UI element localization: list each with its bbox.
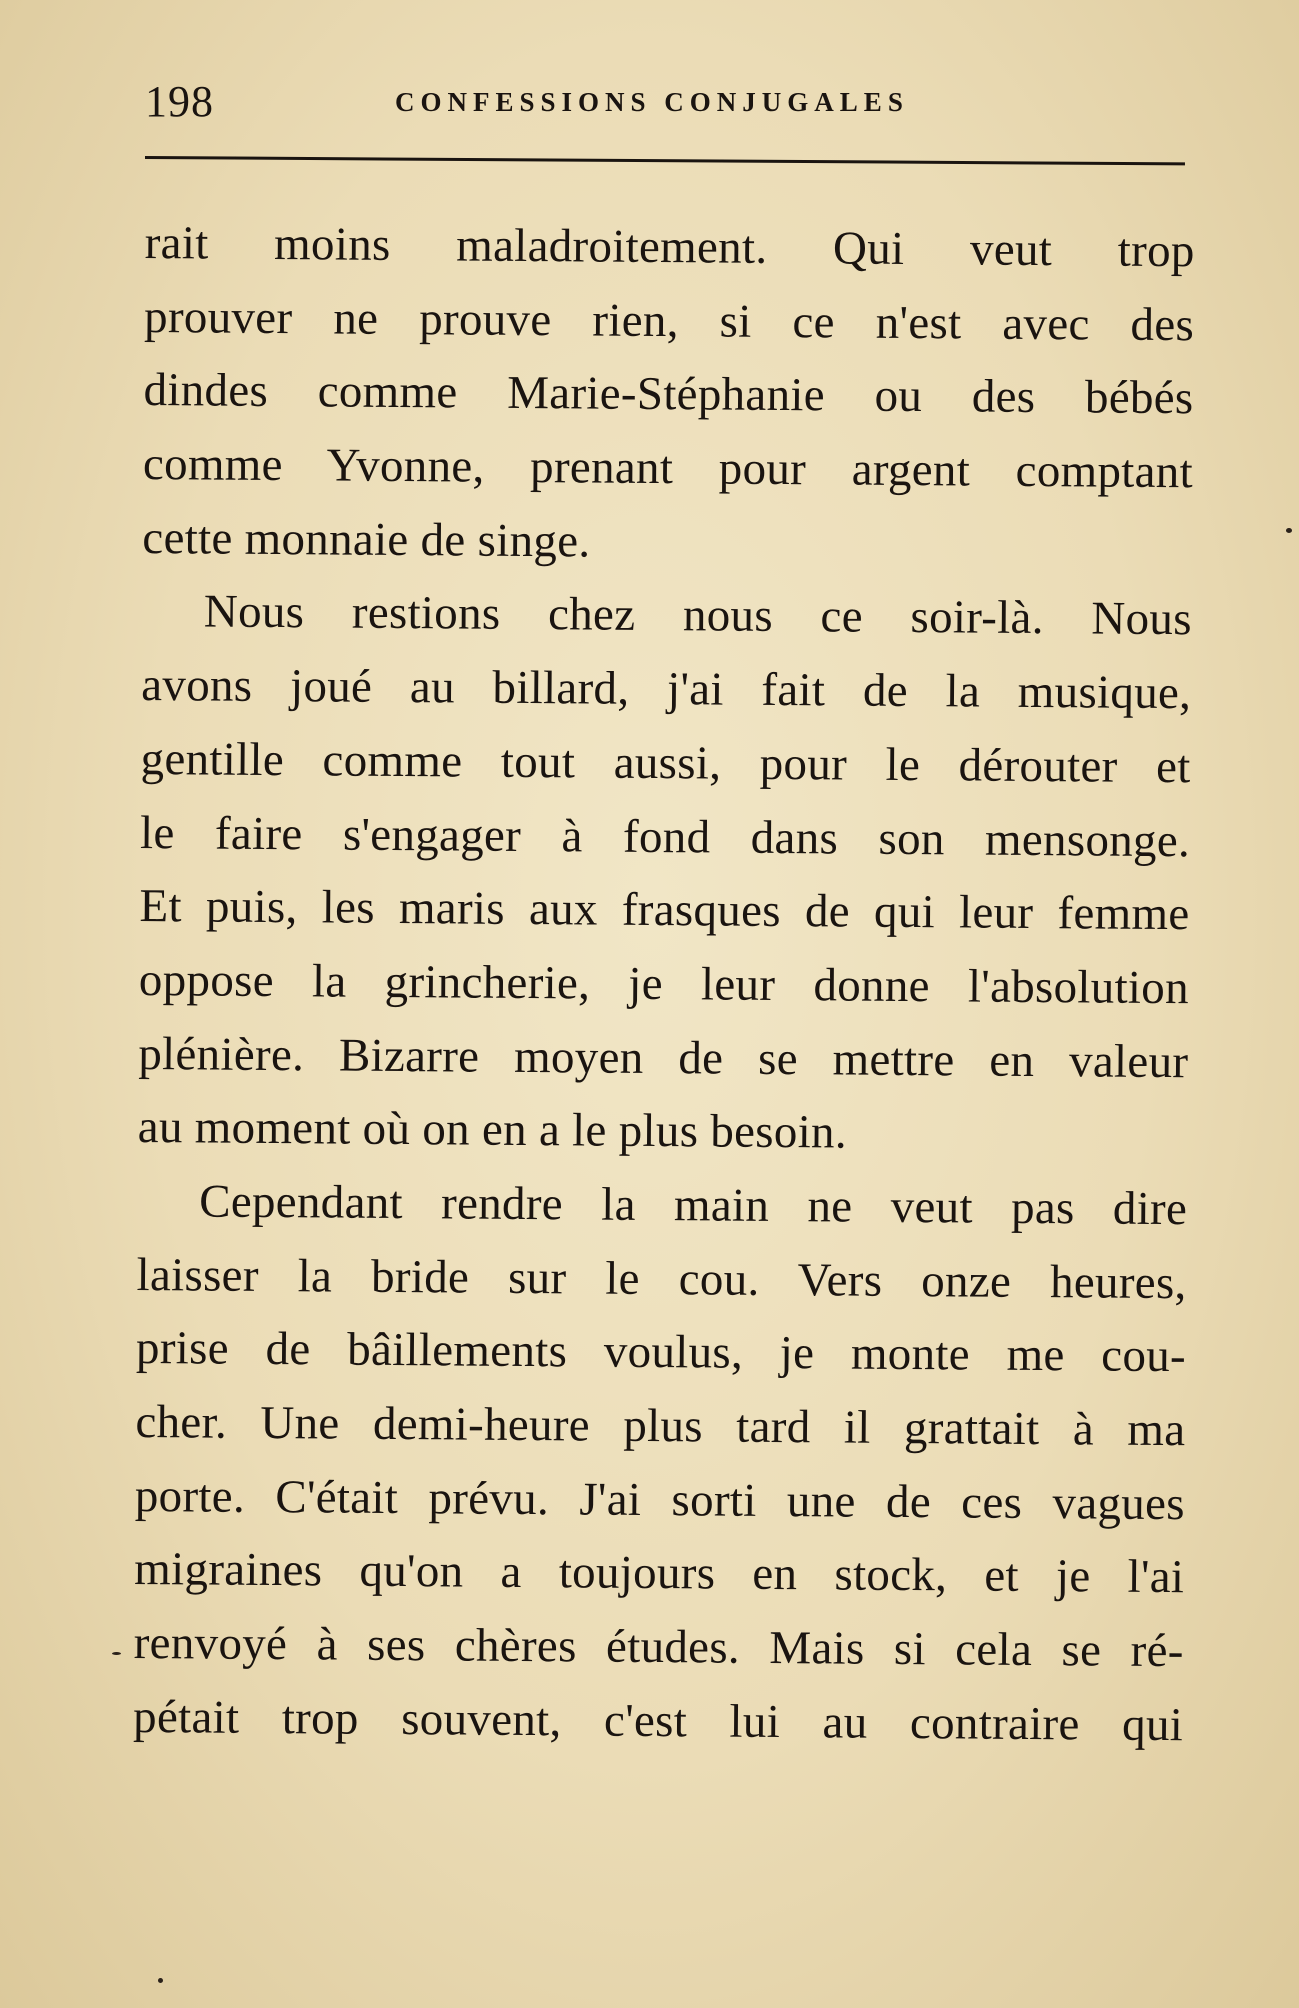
paper-speck (1286, 528, 1292, 533)
text-line: au moment où on en a le plus besoin. (137, 1101, 848, 1159)
text-line: porte. C'était prévu. J'ai sorti une de ces vagues (134, 1469, 1186, 1530)
text-line: le faire s'engager à fond dans son mensonge. (139, 806, 1191, 867)
text-line: prouver ne prouve rien, si ce n'est avec des (143, 290, 1195, 351)
text-line: Nous restions chez nous ce soir-là. Nous (203, 585, 1192, 646)
text-line: rait moins maladroitement. Qui veut trop (144, 216, 1195, 278)
paper-speck (158, 1978, 163, 1983)
text-line: gentille comme tout aussi, pour le dérouter et (140, 732, 1191, 794)
text-line: Cependant rendre la main ne veut pas dire (198, 1175, 1188, 1236)
text-line: pétait trop souvent, c'est lui au contraire qui (132, 1690, 1184, 1751)
text-line: migraines qu'on a toujours en stock, et je l'ai (134, 1543, 1185, 1604)
header-rule (145, 156, 1185, 165)
text-line: laisser la bride sur le cou. Vers onze heures, (136, 1248, 1187, 1309)
text-line: plénière. Bizarre moyen de se mettre en valeur (138, 1027, 1189, 1088)
text-line: renvoyé à ses chères études. Mais si cela se ré- (133, 1617, 1184, 1678)
text-line: cher. Une demi-heure plus tard il grattait à ma (135, 1395, 1186, 1457)
text-line: oppose la grincherie, je leur donne l'absolution (138, 953, 1190, 1015)
page-number: 198 (145, 77, 214, 126)
paper-speck (112, 1652, 121, 1655)
running-title: CONFESSIONS CONJUGALES (395, 87, 909, 117)
text-line: prise de bâillements voulus, je monte me cou- (135, 1322, 1187, 1383)
running-head (145, 72, 1195, 132)
text-line: comme Yvonne, prenant pour argent comptant (142, 438, 1194, 499)
text-line: dindes comme Marie-Stéphanie ou des bébés (143, 364, 1194, 425)
body-text (133, 207, 1195, 1775)
text-line: avons joué au billard, j'ai fait de la musique, (141, 659, 1192, 720)
text-line: Et puis, les maris aux frasques de qui leur femme (139, 880, 1190, 941)
text-line: cette monnaie de singe. (142, 511, 591, 568)
